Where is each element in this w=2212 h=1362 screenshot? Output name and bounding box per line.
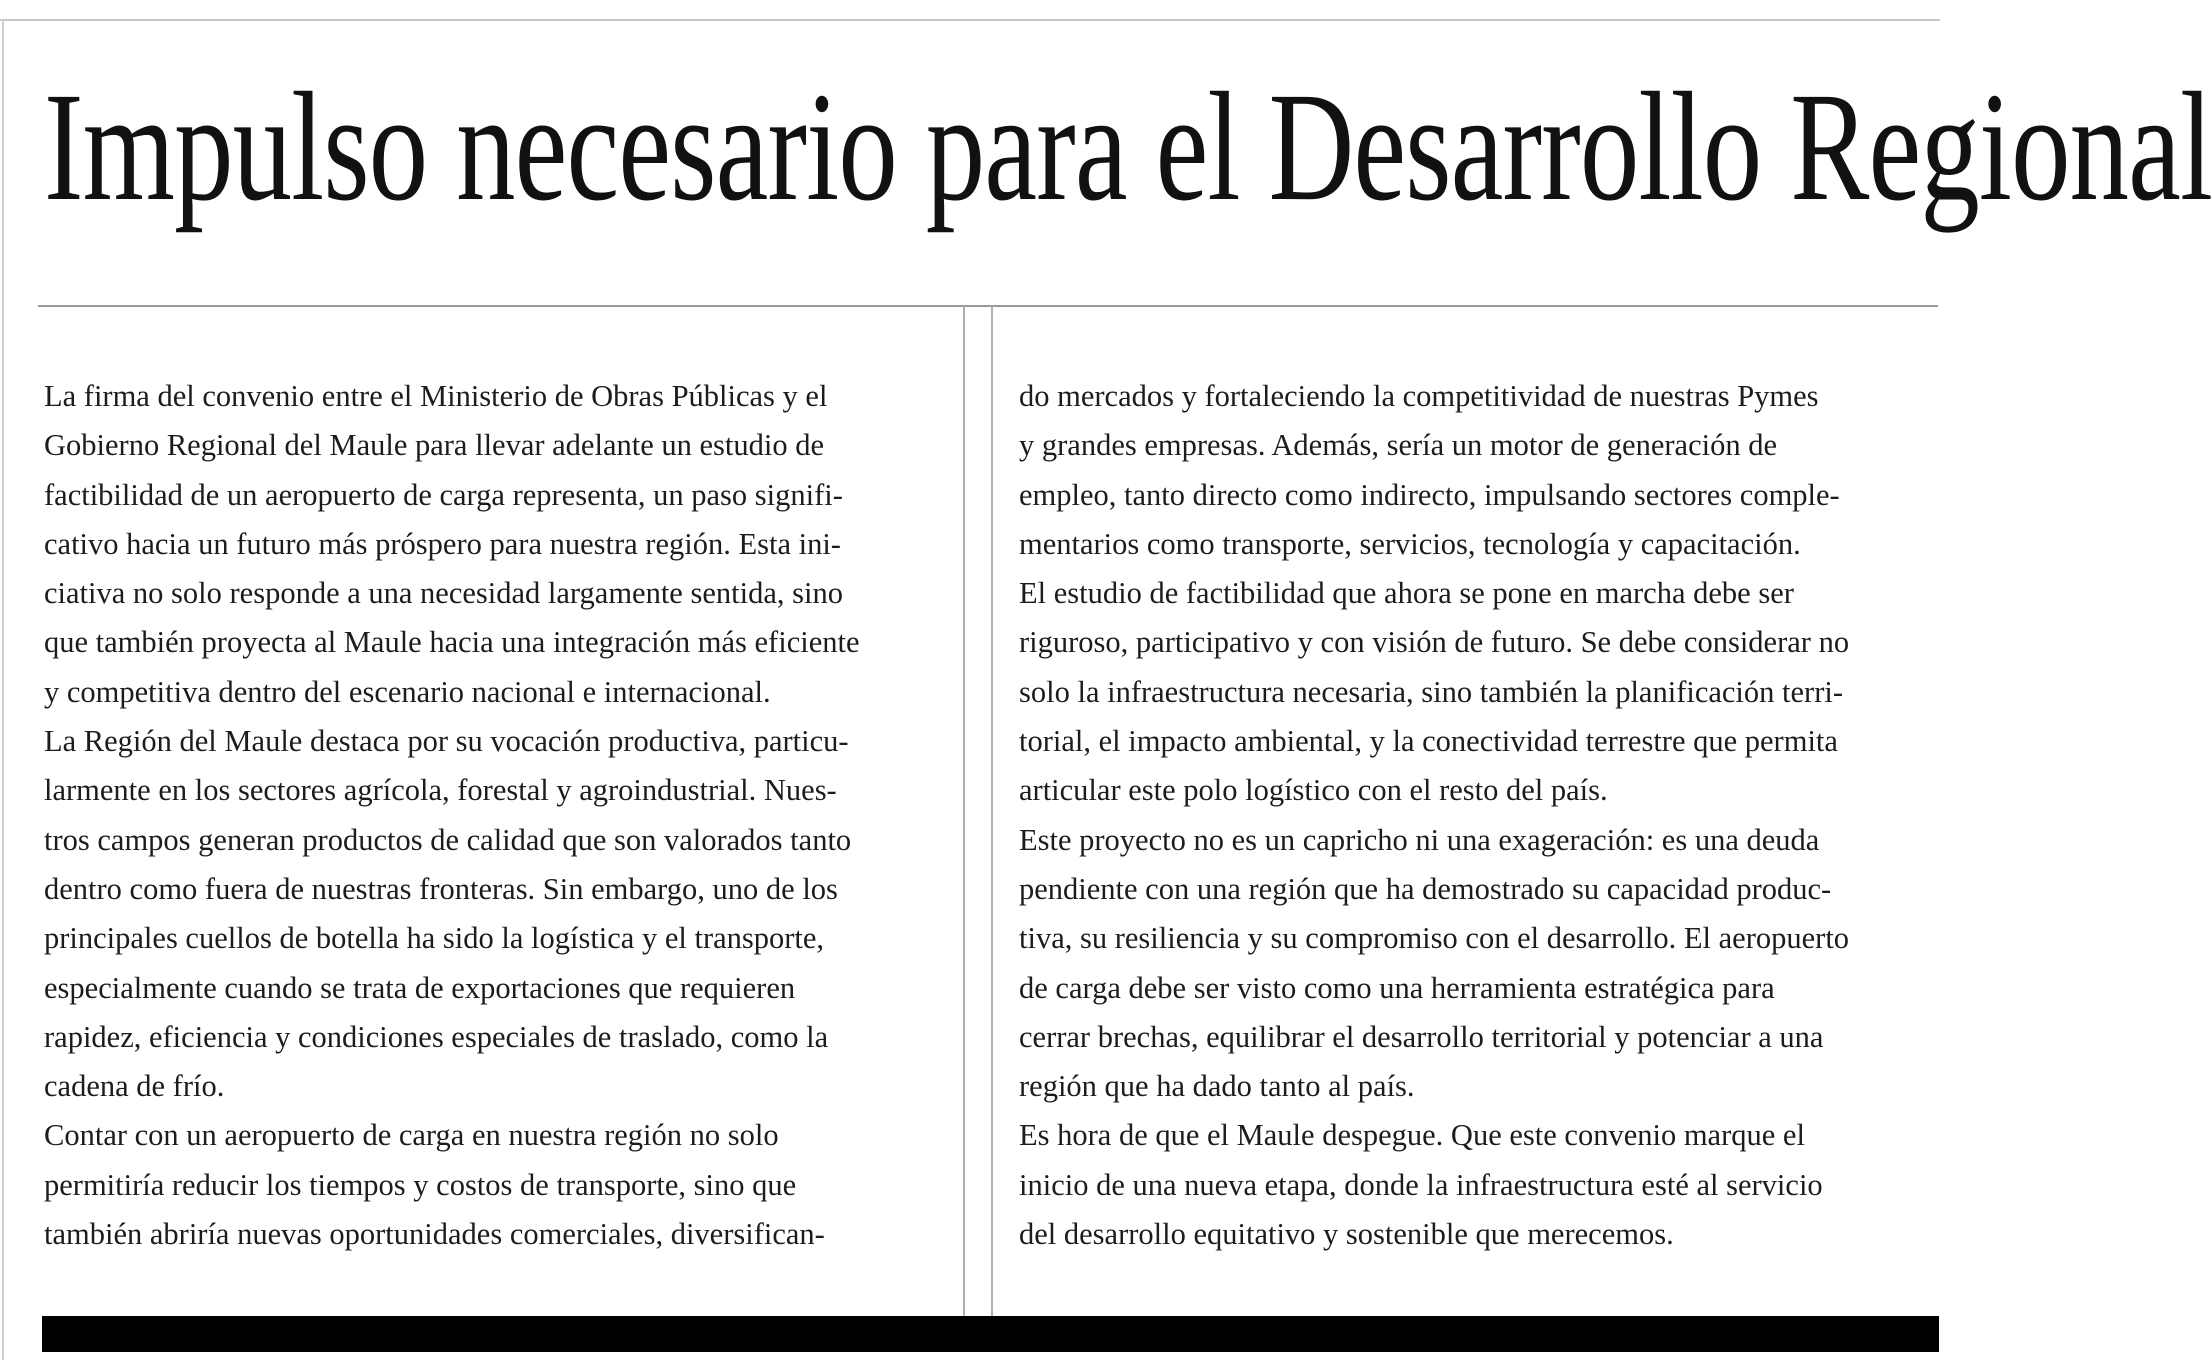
article-text-line: solo la infraestructura necesaria, sino también la planificación terri- <box>1019 674 1843 709</box>
article-text-line: Gobierno Regional del Maule para llevar adelante un estudio de <box>44 428 825 463</box>
footer-bar <box>42 1316 1939 1352</box>
article-text-line: región que ha dado tanto al país. <box>1019 1069 1415 1104</box>
top-rule <box>0 19 1940 21</box>
article-column-right <box>1019 372 1929 1259</box>
article-headline: Impulso necesario para el Desarrollo Regional <box>44 60 2212 233</box>
article-text-line: articular este polo logístico con el resto del país. <box>1019 773 1608 808</box>
article-text-line: torial, el impacto ambiental, y la conectividad terrestre que permita <box>1019 724 1838 759</box>
article-text-line: que también proyecta al Maule hacia una integración más eficiente <box>44 625 860 660</box>
article-text-line: rapidez, eficiencia y condiciones especiales de traslado, como la <box>44 1019 829 1054</box>
article-text-line: también abriría nuevas oportunidades comerciales, diversifican- <box>44 1217 825 1252</box>
article-text-line: Es hora de que el Maule despegue. Que este convenio marque el <box>1019 1118 1805 1153</box>
article-text-line: pendiente con una región que ha demostrado su capacidad produc- <box>1019 871 1832 906</box>
article-text-line: El estudio de factibilidad que ahora se pone en marcha debe ser <box>1019 576 1794 611</box>
column-divider <box>963 306 993 1316</box>
article-text-line: y grandes empresas. Además, sería un motor de generación de <box>1019 428 1778 463</box>
article-text-line: cativo hacia un futuro más próspero para nuestra región. Esta ini- <box>44 526 841 561</box>
article-text-line: principales cuellos de botella ha sido la logística y el transporte, <box>44 921 825 956</box>
page-left-edge <box>2 20 4 1360</box>
article-text-line: do mercados y fortaleciendo la competitividad de nuestras Pymes <box>1019 379 1819 413</box>
article-text-line: factibilidad de un aeropuerto de carga representa, un paso signifi- <box>44 477 843 512</box>
article-text-line: ciativa no solo responde a una necesidad largamente sentida, sino <box>44 576 843 611</box>
article-text-line: de carga debe ser visto como una herramienta estratégica para <box>1019 970 1775 1005</box>
article-text-line: dentro como fuera de nuestras fronteras. Sin embargo, uno de los <box>44 871 838 906</box>
article-text-line: y competitiva dentro del escenario nacional e internacional. <box>44 674 771 709</box>
article-text-line: Contar con un aeropuerto de carga en nuestra región no solo <box>44 1118 779 1153</box>
article-text-line: mentarios como transporte, servicios, tecnología y capacitación. <box>1019 526 1801 561</box>
article-text-line: La Región del Maule destaca por su vocación productiva, particu- <box>44 724 849 759</box>
article-text-line: riguroso, participativo y con visión de futuro. Se debe considerar no <box>1019 625 1850 660</box>
article-text-line: tiva, su resiliencia y su compromiso con el desarrollo. El aeropuerto <box>1019 921 1850 956</box>
article-text-line: cerrar brechas, equilibrar el desarrollo territorial y potenciar a una <box>1019 1019 1824 1054</box>
article-text-line: especialmente cuando se trata de exportaciones que requieren <box>44 970 796 1005</box>
article-text-line: cadena de frío. <box>44 1069 225 1104</box>
article-text-line: larmente en los sectores agrícola, forestal y agroindustrial. Nues- <box>44 773 837 808</box>
article-text-line: empleo, tanto directo como indirecto, impulsando sectores comple- <box>1019 477 1840 512</box>
article-text-line: permitiría reducir los tiempos y costos de transporte, sino que <box>44 1167 797 1202</box>
article-text-line: del desarrollo equitativo y sostenible que merecemos. <box>1019 1217 1674 1252</box>
article-text-line: La firma del convenio entre el Ministerio de Obras Públicas y el <box>44 379 828 413</box>
article-text-line: Este proyecto no es un capricho ni una exageración: es una deuda <box>1019 822 1820 857</box>
article-text-line: inicio de una nueva etapa, donde la infraestructura esté al servicio <box>1019 1167 1823 1202</box>
article-text-line: tros campos generan productos de calidad que son valorados tanto <box>44 822 852 857</box>
article-column-left <box>44 372 954 1259</box>
